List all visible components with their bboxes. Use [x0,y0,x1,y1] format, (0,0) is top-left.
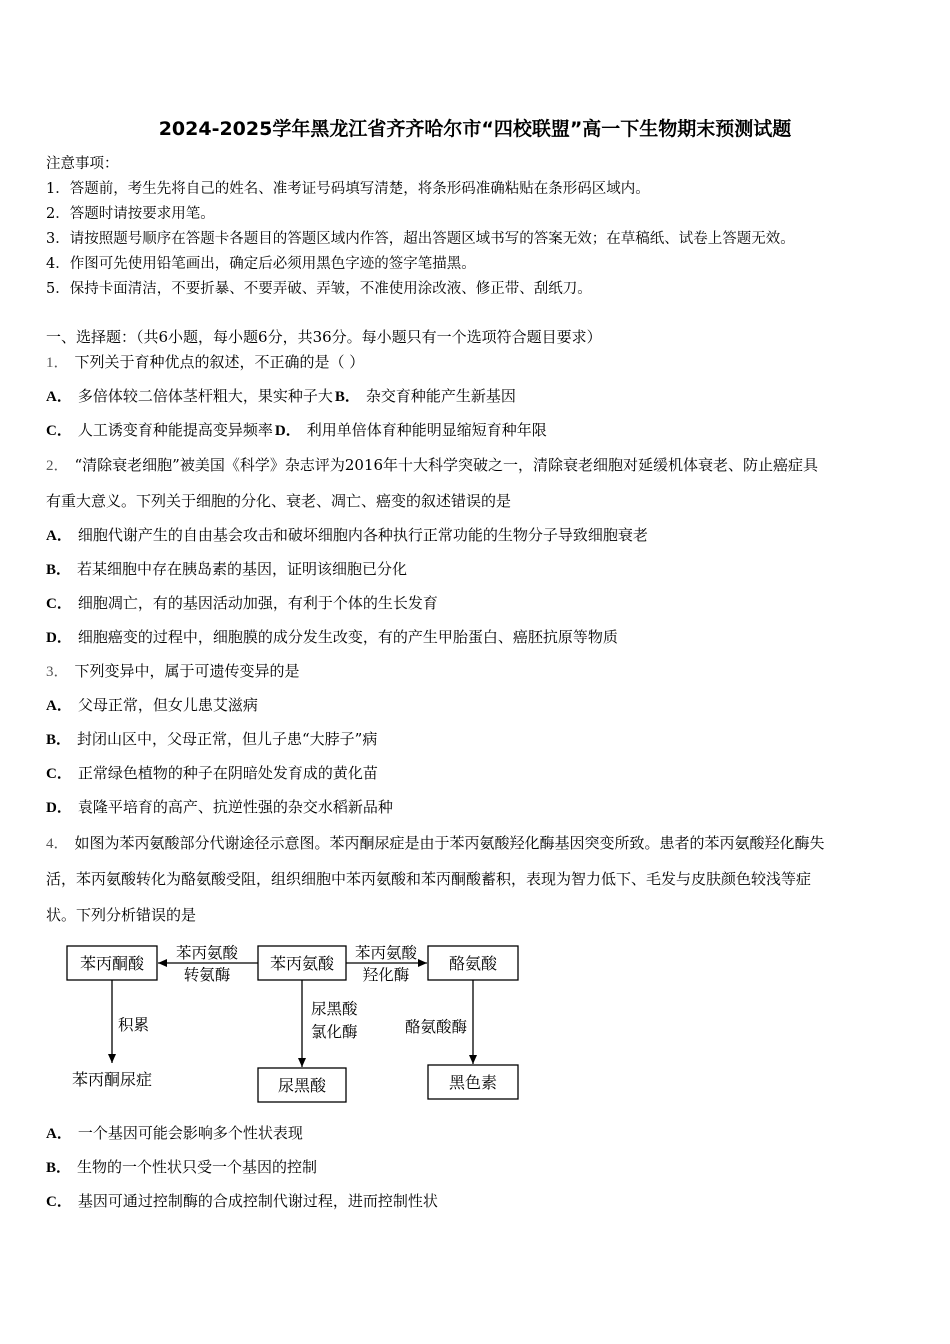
option-label: D． [46,800,72,816]
option-text: 袁隆平培育的高产、抗逆性强的杂交水稻新品种 [77,798,393,816]
q4-stem-line-2: 活，苯丙氨酸转化为酪氨酸受阻，组织细胞中苯丙氨酸和苯丙酮酸蓄积，表现为智力低下、毛发与皮肤颜色较浅等症 [46,870,812,888]
option-label: C． [46,596,72,612]
option-text: 若某细胞中存在胰岛素的基因，证明该细胞已分化 [77,560,408,578]
question-stem: 如图为苯丙氨酸部分代谢途径示意图。苯丙酮尿症是由于苯丙氨酸羟化酶基因突变所致。患者的苯丙氨酸羟化酶失 [74,834,825,852]
question-number: 4． [46,836,69,852]
question-4 [46,832,825,853]
question-stem: 下列关于育种优点的叙述，不正确的是（ ） [74,353,365,371]
q4-option-c [46,1190,438,1211]
option-label: B． [46,732,72,748]
question-3 [46,660,300,681]
q3-option-a [46,694,258,715]
question-number: 3． [46,664,69,680]
enzyme-mid-line-2: 氯化酶 [311,1023,358,1041]
q1-options-row-1 [46,385,516,406]
q2-option-b [46,558,407,579]
question-stem: “清除衰老细胞”被美国《科学》杂志评为2016年十大科学突破之一，清除衰老细胞对延缓机体衰老、防止癌症具 [74,456,819,474]
box-phenylpyruvate-label: 苯丙酮酸 [79,954,145,973]
question-number: 1． [46,355,69,371]
option-text: 生物的一个性状只受一个基因的控制 [77,1158,318,1176]
question-2 [46,454,818,475]
option-label: A． [46,528,72,544]
q4-option-b [46,1156,317,1177]
option-label: D． [46,630,72,646]
option-label: D． [274,423,301,439]
question-stem: 下列变异中，属于可遗传变异的是 [74,662,300,680]
notice-item-1: 1．答题前，考生先将自己的姓名、准考证号码填写清楚，将条形码准确粘贴在条形码区域内。 [46,181,650,197]
option-label: C． [46,766,72,782]
q2-stem-line-2: 有重大意义。下列关于细胞的分化、衰老、凋亡、癌变的叙述错误的是 [46,492,512,510]
option-label: A． [46,389,72,405]
option-text: 人工诱变育种能提高变异频率 [77,421,273,439]
metabolic-pathway-diagram [50,938,530,1108]
option-text: 封闭山区中，父母正常，但儿子患“大脖子”病 [77,730,378,748]
option-label: B． [334,389,360,405]
box-homogentisic-label: 尿黑酸 [277,1076,327,1095]
q4-stem-line-3: 状。下列分析错误的是 [46,906,197,924]
notice-item-5: 5．保持卡面清洁，不要折暴、不要弄破、弄皱，不准使用涂改液、修正带、刮纸刀。 [46,281,592,297]
section-heading: 一、选择题：（共6小题，每小题6分，共36分。每小题只有一个选项符合题目要求） [46,328,602,346]
notice-heading: 注意事项： [46,156,119,172]
q4-option-a [46,1122,303,1143]
label-accumulate: 积累 [118,1016,150,1034]
question-number: 2． [46,458,69,474]
notice-item-4: 4．作图可先使用铅笔画出，确定后必须用黑色字迹的签字笔描黑。 [46,256,476,272]
option-label: B． [46,562,72,578]
option-label: A． [46,1126,72,1142]
q1-options-row-2 [46,419,547,440]
option-text: 杂交育种能产生新基因 [365,387,516,405]
option-text: 正常绿色植物的种子在阴暗处发育成的黄化苗 [77,764,378,782]
q2-option-a [46,524,648,545]
option-text: 细胞代谢产生的自由基会攻击和破坏细胞内各种执行正常功能的生物分子导致细胞衰老 [77,526,648,544]
notice-item-3: 3．请按照题号顺序在答题卡各题目的答题区域内作答，超出答题区域书写的答案无效；在草稿纸、试卷上答题无效。 [46,231,795,247]
option-text: 父母正常，但女儿患艾滋病 [77,696,258,714]
enzyme-mid-line-1: 尿黑酸 [311,1000,358,1018]
enzyme-hydroxylase-line-1: 苯丙氨酸 [354,944,418,962]
enzyme-transaminase-line-2: 转氨酶 [183,966,231,984]
q2-option-c [46,592,438,613]
notice-item-2: 2．答题时请按要求用笔。 [46,206,215,222]
option-text: 基因可通过控制酶的合成控制代谢过程，进而控制性状 [77,1192,438,1210]
q2-option-d [46,626,618,647]
q3-option-c [46,762,378,783]
option-text: 细胞癌变的过程中，细胞膜的成分发生改变，有的产生甲胎蛋白、癌胚抗原等物质 [77,628,618,646]
enzyme-tyrosinase: 酪氨酸酶 [404,1018,467,1036]
option-text: 多倍体较二倍体茎杆粗大，果实种子大 [77,387,333,405]
box-melanin-label: 黑色素 [448,1073,498,1092]
label-pku: 苯丙酮尿症 [71,1070,153,1089]
page-title: 2024-2025学年黑龙江省齐齐哈尔市“四校联盟”高一下生物期末预测试题 [158,118,792,140]
option-text: 一个基因可能会影响多个性状表现 [77,1124,303,1142]
box-phenylalanine-label: 苯丙氨酸 [269,954,335,973]
option-label: C． [46,423,72,439]
enzyme-hydroxylase-line-2: 羟化酶 [362,966,410,984]
option-text: 利用单倍体育种能明显缩短育种年限 [306,421,547,439]
option-label: C． [46,1194,72,1210]
enzyme-transaminase-line-1: 苯丙氨酸 [175,944,239,962]
option-label: B． [46,1160,72,1176]
question-1 [46,351,364,372]
box-tyrosine-label: 酪氨酸 [448,954,498,973]
q3-option-b [46,728,377,749]
option-label: A． [46,698,72,714]
q3-option-d [46,796,393,817]
option-text: 细胞凋亡，有的基因活动加强，有利于个体的生长发育 [77,594,438,612]
